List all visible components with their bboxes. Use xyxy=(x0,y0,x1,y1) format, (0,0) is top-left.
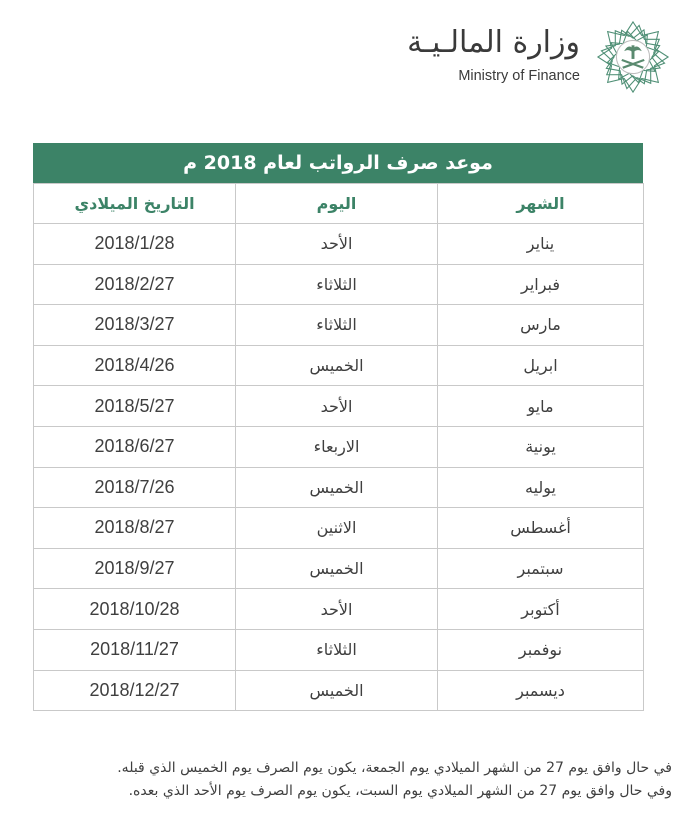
day-cell: الخميس xyxy=(236,345,438,386)
table-row xyxy=(34,224,644,265)
date-cell: 2018/1/28 xyxy=(34,224,236,265)
day-cell: الأحد xyxy=(236,589,438,630)
date-cell: 2018/7/26 xyxy=(34,467,236,508)
month-column-header: الشهر xyxy=(438,184,644,224)
month-cell: ابريل xyxy=(438,345,644,386)
month-cell: يونية xyxy=(438,426,644,467)
schedule-grid xyxy=(33,183,644,711)
month-cell: سبتمبر xyxy=(438,548,644,589)
table-row xyxy=(34,345,644,386)
month-cell: يناير xyxy=(438,224,644,265)
day-cell: الثلاثاء xyxy=(236,305,438,346)
footnotes xyxy=(12,757,672,803)
day-cell: الاربعاء xyxy=(236,426,438,467)
month-cell: مارس xyxy=(438,305,644,346)
date-cell: 2018/12/27 xyxy=(34,670,236,711)
day-column-header: اليوم xyxy=(236,184,438,224)
date-cell: 2018/10/28 xyxy=(34,589,236,630)
ministry-logo xyxy=(342,18,672,90)
day-cell: الخميس xyxy=(236,467,438,508)
date-cell: 2018/6/27 xyxy=(34,426,236,467)
table-row xyxy=(34,670,644,711)
day-cell: الخميس xyxy=(236,548,438,589)
day-cell: الأحد xyxy=(236,224,438,265)
day-cell: الاثنين xyxy=(236,508,438,549)
ministry-name-arabic: وزارة المالـيـة xyxy=(407,25,580,60)
table-row xyxy=(34,264,644,305)
month-cell: فبراير xyxy=(438,264,644,305)
day-cell: الثلاثاء xyxy=(236,264,438,305)
table-row xyxy=(34,548,644,589)
day-cell: الأحد xyxy=(236,386,438,427)
table-row xyxy=(34,305,644,346)
day-cell: الخميس xyxy=(236,670,438,711)
date-cell: 2018/11/27 xyxy=(34,629,236,670)
table-title: موعد صرف الرواتب لعام 2018 م xyxy=(33,143,643,183)
friday-note: في حال وافق يوم 27 من الشهر الميلادي يوم الجمعة، يكون يوم الصرف يوم الخميس الذي قبله. xyxy=(117,760,672,776)
date-cell: 2018/9/27 xyxy=(34,548,236,589)
table-row xyxy=(34,386,644,427)
ministry-name-english: Ministry of Finance xyxy=(458,68,580,84)
date-cell: 2018/2/27 xyxy=(34,264,236,305)
month-cell: نوفمبر xyxy=(438,629,644,670)
header-row xyxy=(34,184,644,224)
table-row xyxy=(34,629,644,670)
day-cell: الثلاثاء xyxy=(236,629,438,670)
table-row xyxy=(34,508,644,549)
month-cell: يوليه xyxy=(438,467,644,508)
ministry-emblem-icon xyxy=(594,18,672,96)
month-cell: ديسمبر xyxy=(438,670,644,711)
table-row xyxy=(34,467,644,508)
month-cell: مايو xyxy=(438,386,644,427)
month-cell: أكتوبر xyxy=(438,589,644,630)
date-cell: 2018/8/27 xyxy=(34,508,236,549)
date-cell: 2018/5/27 xyxy=(34,386,236,427)
date-cell: 2018/4/26 xyxy=(34,345,236,386)
date-cell: 2018/3/27 xyxy=(34,305,236,346)
month-cell: أغسطس xyxy=(438,508,644,549)
table-row xyxy=(34,426,644,467)
date-column-header: التاريخ الميلادي xyxy=(34,184,236,224)
saturday-note: وفي حال وافق يوم 27 من الشهر الميلادي يوم السبت، يكون يوم الصرف يوم الأحد الذي بعده. xyxy=(128,783,672,799)
salary-schedule-table xyxy=(33,143,643,711)
table-row xyxy=(34,589,644,630)
